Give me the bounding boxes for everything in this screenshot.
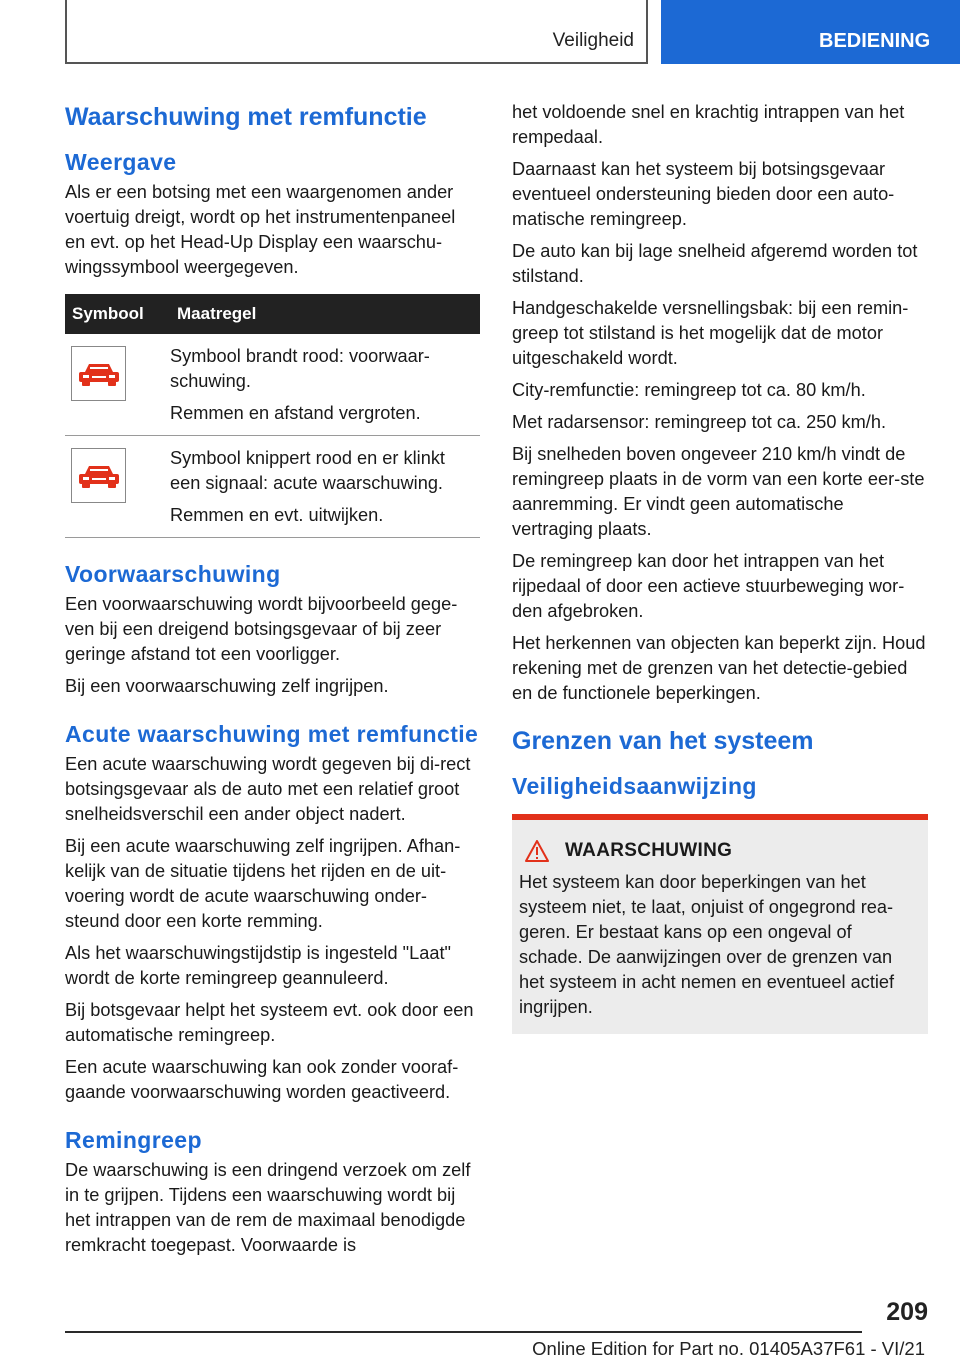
table-action-line: Symbool knippert rood en er klinkt een signaal: acute waarschuwing. bbox=[170, 448, 445, 493]
right-text-5: City-remfunctie: remingreep tot ca. 80 km/h. bbox=[512, 380, 866, 400]
spacer bbox=[65, 706, 480, 718]
heading-acute-waarschuwing: Acute waarschuwing met remfunctie bbox=[65, 721, 479, 747]
acute-text-3: Als het waarschuwingstijdstip is ingesteld "Laat" wordt de korte remingreep geannuleerd. bbox=[65, 943, 451, 988]
heading-remingreep: Remingreep bbox=[65, 1127, 202, 1153]
page-number: 209 bbox=[886, 1298, 928, 1326]
acute-text-1: Een acute waarschuwing wordt gegeven bij di-rect botsingsgevaar als de auto met een relatief groot snelheidsverschil een ander object nadert. bbox=[65, 754, 471, 824]
table-action-line: Remmen en evt. uitwijken. bbox=[170, 505, 384, 525]
table-header-row bbox=[65, 294, 480, 334]
warning-header bbox=[519, 840, 920, 862]
right-column bbox=[512, 100, 928, 1034]
voorwaarschuwing-text-1: Een voorwaarschuwing wordt bijvoorbeeld gege-ven bij een dreigend botsingsgevaar of bij zeer geringe afstand tot een voorligger. bbox=[65, 594, 458, 664]
symbol-table bbox=[65, 294, 480, 538]
acute-text-5: Een acute waarschuwing kan ook zonder vooraf-gaande voorwaarschuwing worden geactiveerd. bbox=[65, 1057, 459, 1102]
acute-text-4: Bij botsgevaar helpt het systeem evt. ook door een automatische remingreep. bbox=[65, 1000, 474, 1045]
table-cell-action bbox=[170, 334, 480, 436]
right-text-8: De remingreep kan door het intrappen van het rijpedaal of door een actieve stuurbeweging wor-den afgebroken. bbox=[512, 551, 905, 621]
table-cell-symbol bbox=[65, 334, 170, 436]
warning-text: Het systeem kan door beperkingen van het systeem niet, te laat, onjuist of ongegrond rea-geren. Er bestaat kans op een ongeval of schade. De aanwijzingen over de grenzen van het systeem in acht nemen en eventueel actief ingrijpen. bbox=[519, 872, 895, 1017]
car-warning-icon bbox=[71, 346, 126, 401]
table-row bbox=[65, 436, 480, 538]
spacer bbox=[65, 538, 480, 558]
right-text-1: het voldoende snel en krachtig intrappen van het rempedaal. bbox=[512, 102, 905, 147]
table-header-action: Maatregel bbox=[170, 294, 480, 334]
table-header-symbol: Symbool bbox=[65, 294, 170, 334]
heading-veiligheidsaanwijzing: Veiligheidsaanwijzing bbox=[512, 773, 757, 799]
right-text-9: Het herkennen van objecten kan beperkt zijn. Houd rekening met de grenzen van het detectie-gebied en de functionele beperkingen. bbox=[512, 633, 926, 703]
header-section-title: Veiligheid bbox=[552, 30, 634, 51]
right-text-2: Daarnaast kan het systeem bij botsingsgevaar eventueel ondersteuning bieden door een auto-matische remingreep. bbox=[512, 159, 895, 229]
heading-voorwaarschuwing: Voorwaarschuwing bbox=[65, 561, 281, 587]
header-frame bbox=[65, 0, 648, 64]
warning-title: WAARSCHUWING bbox=[565, 840, 733, 861]
right-text-7: Bij snelheden boven ongeveer 210 km/h vindt de remingreep plaats in de vorm van een korte eer-ste aanremming. Er vindt geen automatische vertraging plaats. bbox=[512, 444, 925, 539]
voorwaarschuwing-text-2: Bij een voorwaarschuwing zelf ingrijpen. bbox=[65, 676, 389, 696]
car-warning-icon bbox=[71, 448, 126, 503]
right-text-6: Met radarsensor: remingreep tot ca. 250 km/h. bbox=[512, 412, 887, 432]
weergave-text: Als er een botsing met een waargenomen ander voertuig dreigt, wordt op het instrumentenpaneel en evt. op het Head-Up Display een waarschu-wingssymbool weergegeven. bbox=[65, 182, 456, 277]
header-chapter-tab: BEDIENING bbox=[661, 0, 960, 64]
acute-text-2: Bij een acute waarschuwing zelf ingrijpen. Afhan-kelijk van de situatie tijdens het rijden en de uit-voering wordt de acute waarschuwing onder-steund door een korte remming. bbox=[65, 836, 461, 931]
table-cell-action bbox=[170, 436, 480, 538]
table-action-line: Symbool brandt rood: voorwaar-schuwing. bbox=[170, 346, 430, 391]
warning-box bbox=[512, 814, 928, 1034]
heading-weergave: Weergave bbox=[65, 149, 177, 175]
table-action-line: Remmen en afstand vergroten. bbox=[170, 403, 421, 423]
section-title-waarschuwing: Waarschuwing met remfunctie bbox=[65, 103, 427, 131]
right-text-4: Handgeschakelde versnellingsbak: bij een remin-greep tot stilstand is het mogelijk dat de motor uitgeschakeld wordt. bbox=[512, 298, 909, 368]
table-row bbox=[65, 334, 480, 436]
remingreep-text-1: De waarschuwing is een dringend verzoek om zelf in te grijpen. Tijdens een waarschuwing wordt bij het intrappen van de rem de maximaal benodigde remkracht toegepast. Voorwaarde is bbox=[65, 1160, 471, 1255]
warning-triangle-icon bbox=[525, 840, 549, 862]
table-cell-symbol bbox=[65, 436, 170, 538]
section-title-grenzen: Grenzen van het systeem bbox=[512, 727, 814, 755]
footer-edition: Online Edition for Part no. 01405A37F61 - VI/21 bbox=[532, 1338, 925, 1359]
left-column bbox=[65, 100, 480, 1265]
spacer bbox=[65, 1112, 480, 1124]
right-text-3: De auto kan bij lage snelheid afgeremd worden tot stilstand. bbox=[512, 241, 918, 286]
footer-divider bbox=[65, 1331, 862, 1333]
